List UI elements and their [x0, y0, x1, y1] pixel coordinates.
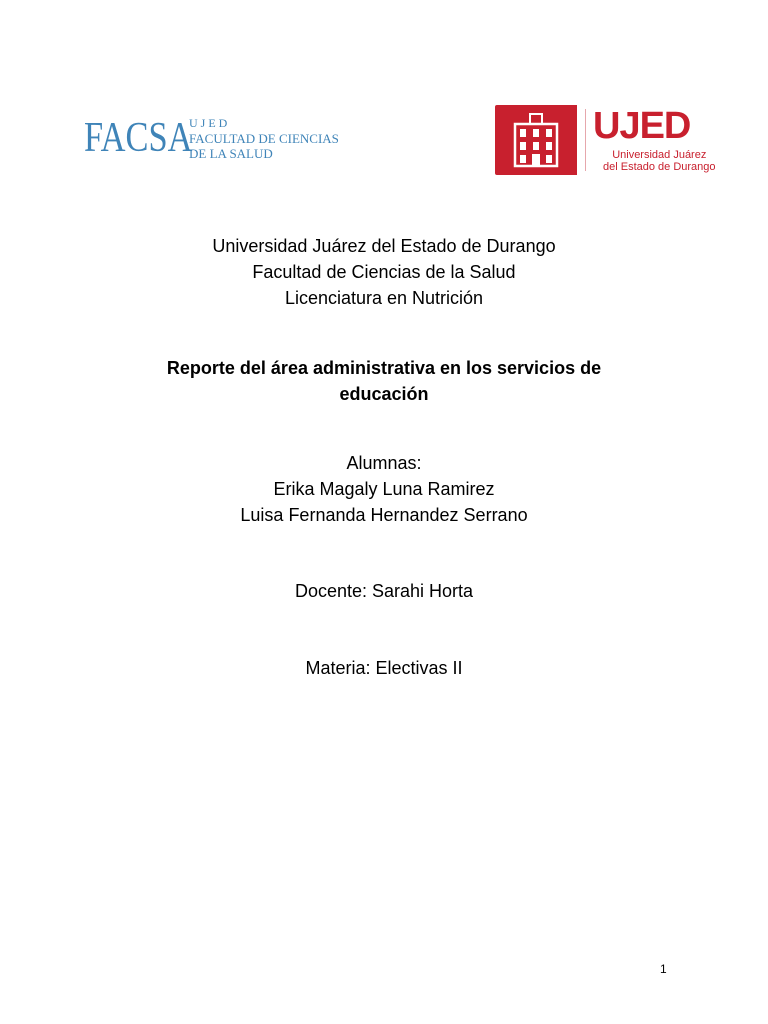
ujed-subtitle: [603, 149, 716, 173]
facsa-faculty-line1: FACULTAD DE CIENCIAS: [189, 130, 339, 146]
facsa-wordmark: FACSA: [84, 115, 193, 161]
ujed-building-icon: [512, 112, 560, 168]
teacher-name: Docente: Sarahi Horta: [294, 581, 474, 601]
report-title-line1: Reporte del área administrativa en los servicios de: [166, 358, 602, 378]
ujed-emblem: [495, 105, 577, 175]
program-name: Licenciatura en Nutrición: [284, 288, 484, 308]
facsa-ujed-label: UJED: [189, 115, 231, 130]
facsa-logo: [80, 104, 339, 172]
ujed-subtitle-line2: del Estado de Durango: [603, 161, 716, 173]
page-number: 1: [660, 962, 667, 976]
university-name: Universidad Juárez del Estado de Durango: [212, 236, 556, 256]
facsa-faculty-line2: DE LA SALUD: [189, 145, 273, 161]
subject-name: Materia: Electivas II: [305, 658, 463, 678]
report-title-line2: educación: [339, 384, 429, 404]
student-name: Erika Magaly Luna Ramirez: [273, 479, 495, 499]
facsa-text-block: [189, 116, 339, 161]
faculty-name: Facultad de Ciencias de la Salud: [252, 262, 516, 282]
ujed-logo: [495, 105, 715, 175]
ujed-wordmark: UJED: [593, 105, 691, 147]
ujed-divider: [585, 109, 586, 171]
students-label: Alumnas:: [346, 453, 422, 473]
student-name: Luisa Fernanda Hernandez Serrano: [240, 505, 528, 525]
ujed-subtitle-line1: Universidad Juárez: [612, 149, 707, 161]
